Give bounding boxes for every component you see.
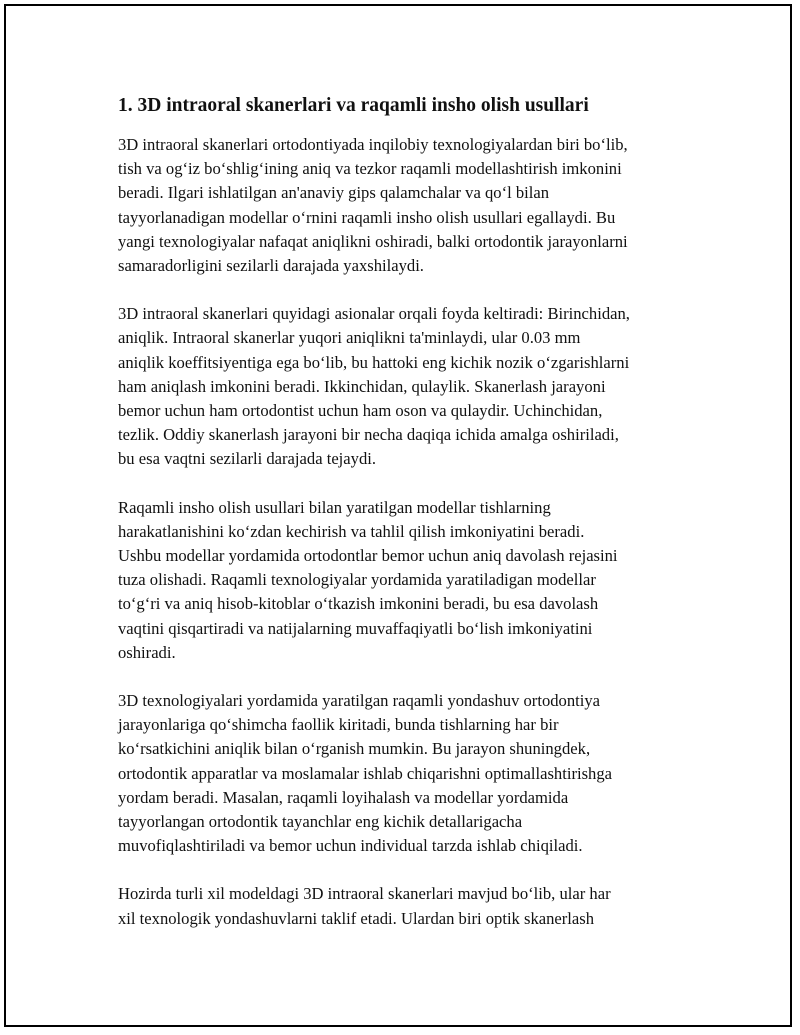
text-line: oshiradi.: [118, 642, 176, 662]
text-line: tuza olishadi. Raqamli texnologiyalar yordamida yaratiladigan modellar: [118, 570, 596, 590]
text-line: vaqtini qisqartiradi va natijalarning muvaffaqiyatli bo‘lish imkoniyatini: [118, 618, 593, 638]
text-line: Hozirda turli xil modeldagi 3D intraoral skanerlari mavjud bo‘lib, ular har: [118, 884, 611, 904]
text-line: harakatlanishini ko‘zdan kechirish va tahlil qilish imkoniyatini beradi.: [118, 521, 585, 541]
text-line: 3D intraoral skanerlari quyidagi asionalar orqali foyda keltiradi: Birinchidan,: [118, 304, 630, 324]
text-line: samaradorligini sezilarli darajada yaxshilaydi.: [118, 256, 424, 276]
text-line: bu esa vaqtni sezilarli darajada tejaydi.: [118, 449, 377, 469]
text-line: to‘g‘ri va aniq hisob-kitoblar o‘tkazish imkonini beradi, bu esa davolash: [118, 594, 599, 614]
text-line: Ushbu modellar yordamida ortodontlar bemor uchun aniq davolash rejasini: [118, 546, 618, 566]
text-line: yangi texnologiyalar nafaqat aniqlikni oshiradi, balki ortodontik jarayonlarni: [118, 231, 628, 251]
text-line: aniqlik. Intraoral skanerlar yuqori aniqlikni ta'minlaydi, ular 0.03 mm: [118, 328, 581, 348]
text-line: 3D intraoral skanerlari ortodontiyada inqilobiy texnologiyalardan biri bo‘lib,: [118, 135, 628, 154]
text-line: xil texnologik yondashuvlarni taklif etadi. Ulardan biri optik skanerlash: [118, 908, 595, 928]
text-line: ortodontik apparatlar va moslamalar ishlab chiqarishni optimallashtirishga: [118, 763, 612, 783]
paragraph-3: [118, 496, 698, 665]
text-line: tezlik. Oddiy skanerlash jarayoni bir necha daqiqa ichida amalga oshiriladi,: [118, 425, 619, 445]
paragraph-5: [118, 882, 698, 930]
text-line: 3D texnologiyalari yordamida yaratilgan raqamli yondashuv ortodontiya: [118, 691, 601, 711]
text-line: tayyorlanadigan modellar o‘rnini raqamli insho olish usullari egallaydi. Bu: [118, 207, 616, 227]
text-line: Raqamli insho olish usullari bilan yaratilgan modellar tishlarning: [118, 497, 551, 517]
text-line: muvofiqlashtiriladi va bemor uchun individual tarzda ishlab chiqiladi.: [118, 836, 583, 856]
text-line: ham aniqlash imkonini beradi. Ikkinchidan, qulaylik. Skanerlash jarayoni: [118, 376, 606, 396]
text-line: beradi. Ilgari ishlatilgan an'anaviy gips qalamchalar va qo‘l bilan: [118, 183, 550, 203]
text-line: tish va og‘iz bo‘shlig‘ining aniq va tezkor raqamli modellashtirish imkonini: [118, 159, 622, 179]
document-body: [118, 92, 698, 955]
text-line: aniqlik koeffitsiyentiga ega bo‘lib, bu hattoki eng kichik nozik o‘zgarishlarni: [118, 352, 630, 372]
text-line: ko‘rsatkichini aniqlik bilan o‘rganish mumkin. Bu jarayon shuningdek,: [118, 739, 591, 759]
paragraph-4: [118, 689, 698, 858]
paragraph-1: [118, 133, 698, 278]
text-line: yordam beradi. Masalan, raqamli loyihalash va modellar yordamida: [118, 787, 569, 807]
section-title: 1. 3D intraoral skanerlari va raqamli insho olish usullari: [118, 95, 589, 116]
text-line: tayyorlangan ortodontik tayanchlar eng kichik detallarigacha: [118, 812, 523, 832]
text-line: jarayonlariga qo‘shimcha faollik kiritadi, bunda tishlarning har bir: [118, 715, 559, 735]
text-line: bemor uchun ham ortodontist uchun ham oson va qulaydir. Uchinchidan,: [118, 401, 603, 421]
paragraph-2: [118, 302, 698, 471]
